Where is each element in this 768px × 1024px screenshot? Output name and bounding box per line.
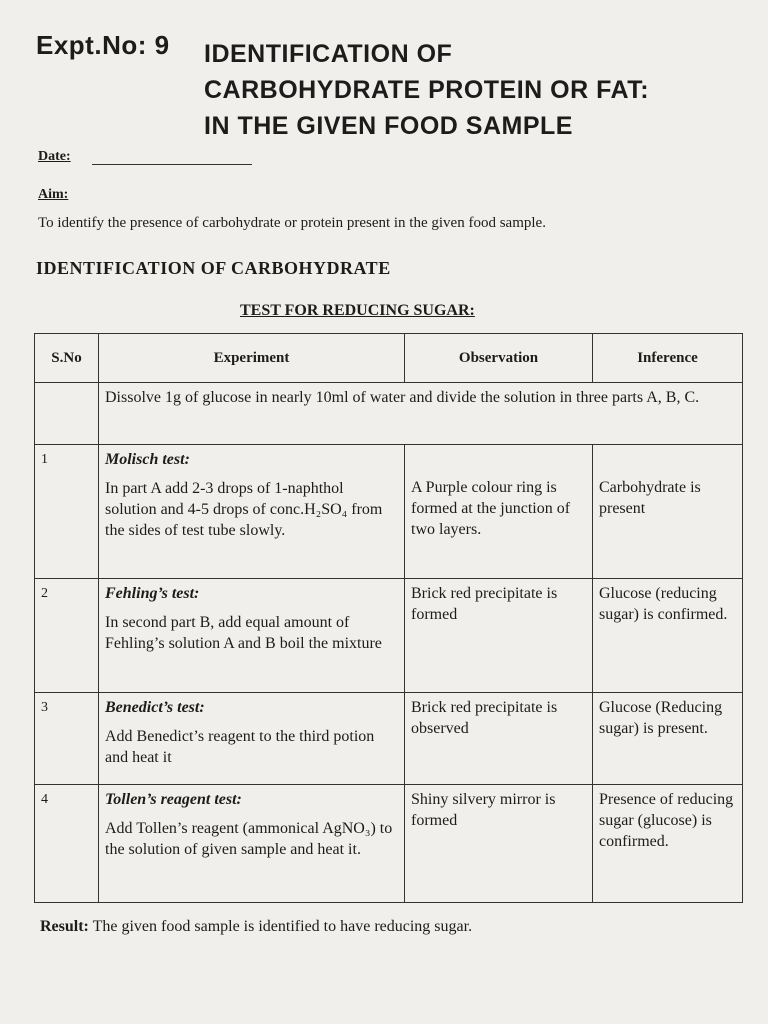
experiment-text: In part A add 2-3 drops of 1-naphthol solution and 4-5 drops of conc.H₂SO₄ from the sides of test tube slowly. — [105, 480, 383, 539]
header-sno: S.No — [35, 334, 99, 383]
experiment-title — [204, 36, 744, 144]
test-name: Benedict’s test: — [105, 699, 205, 716]
inference-text: Carbohydrate is present — [599, 479, 701, 517]
row-observation: Brick red precipitate is observed — [405, 693, 593, 785]
aim-label: Aim: — [38, 187, 69, 202]
row-sno: 2 — [35, 579, 99, 693]
date-label: Date: — [38, 149, 71, 164]
header-inference: Inference — [593, 334, 743, 383]
row-sno: 4 — [35, 785, 99, 903]
table-header-row — [35, 334, 743, 383]
test-name: Molisch test: — [105, 451, 190, 468]
table-row — [35, 693, 743, 785]
row-inference — [593, 445, 743, 579]
title-line: CARBOHYDRATE PROTEIN OR FAT: — [204, 76, 650, 104]
result-text: The given food sample is identified to have reducing sugar. — [92, 918, 473, 935]
row-inference: Presence of reducing sugar (glucose) is confirmed. — [593, 785, 743, 903]
experiment-text: Add Tollen’s reagent (ammonical AgNO₃) to the solution of given sample and heat it. — [105, 820, 393, 858]
test-name: Tollen’s reagent test: — [105, 791, 242, 808]
row-sno: 1 — [35, 445, 99, 579]
table-row — [35, 445, 743, 579]
row-observation — [405, 445, 593, 579]
experiment-text: In second part B, add equal amount of Fehling’s solution A and B boil the mixture — [105, 614, 382, 652]
section-heading: IDENTIFICATION OF CARBOHYDRATE — [36, 258, 391, 278]
table-intro-row — [35, 383, 743, 445]
result-label: Result: — [40, 918, 89, 935]
header-observation: Observation — [405, 334, 593, 383]
date-blank-line — [92, 164, 252, 165]
row-inference: Glucose (reducing sugar) is confirmed. — [593, 579, 743, 693]
table-row — [35, 579, 743, 693]
observation-text: A Purple colour ring is formed at the junction of two layers. — [411, 479, 571, 538]
row-experiment — [99, 579, 405, 693]
test-heading: TEST FOR REDUCING SUGAR: — [240, 302, 475, 319]
table-row — [35, 785, 743, 903]
experiment-number: Expt.No: 9 — [36, 30, 170, 60]
header-experiment: Experiment — [99, 334, 405, 383]
title-line: IDENTIFICATION OF — [204, 40, 453, 68]
row-inference: Glucose (Reducing sugar) is present. — [593, 693, 743, 785]
test-name: Fehling’s test: — [105, 585, 200, 602]
aim-text: To identify the presence of carbohydrate or protein present in the given food sample. — [38, 215, 546, 231]
row-experiment — [99, 693, 405, 785]
row-observation: Shiny silvery mirror is formed — [405, 785, 593, 903]
intro-blank-cell — [35, 383, 99, 445]
row-experiment — [99, 445, 405, 579]
row-observation: Brick red precipitate is formed — [405, 579, 593, 693]
result-line — [40, 918, 472, 936]
title-line: IN THE GIVEN FOOD SAMPLE — [204, 112, 573, 140]
experiment-table — [34, 333, 743, 903]
intro-cell: Dissolve 1g of glucose in nearly 10ml of water and divide the solution in three parts A, B, C. — [99, 383, 743, 445]
row-sno: 3 — [35, 693, 99, 785]
row-experiment — [99, 785, 405, 903]
experiment-text: Add Benedict’s reagent to the third potion and heat it — [105, 728, 375, 766]
